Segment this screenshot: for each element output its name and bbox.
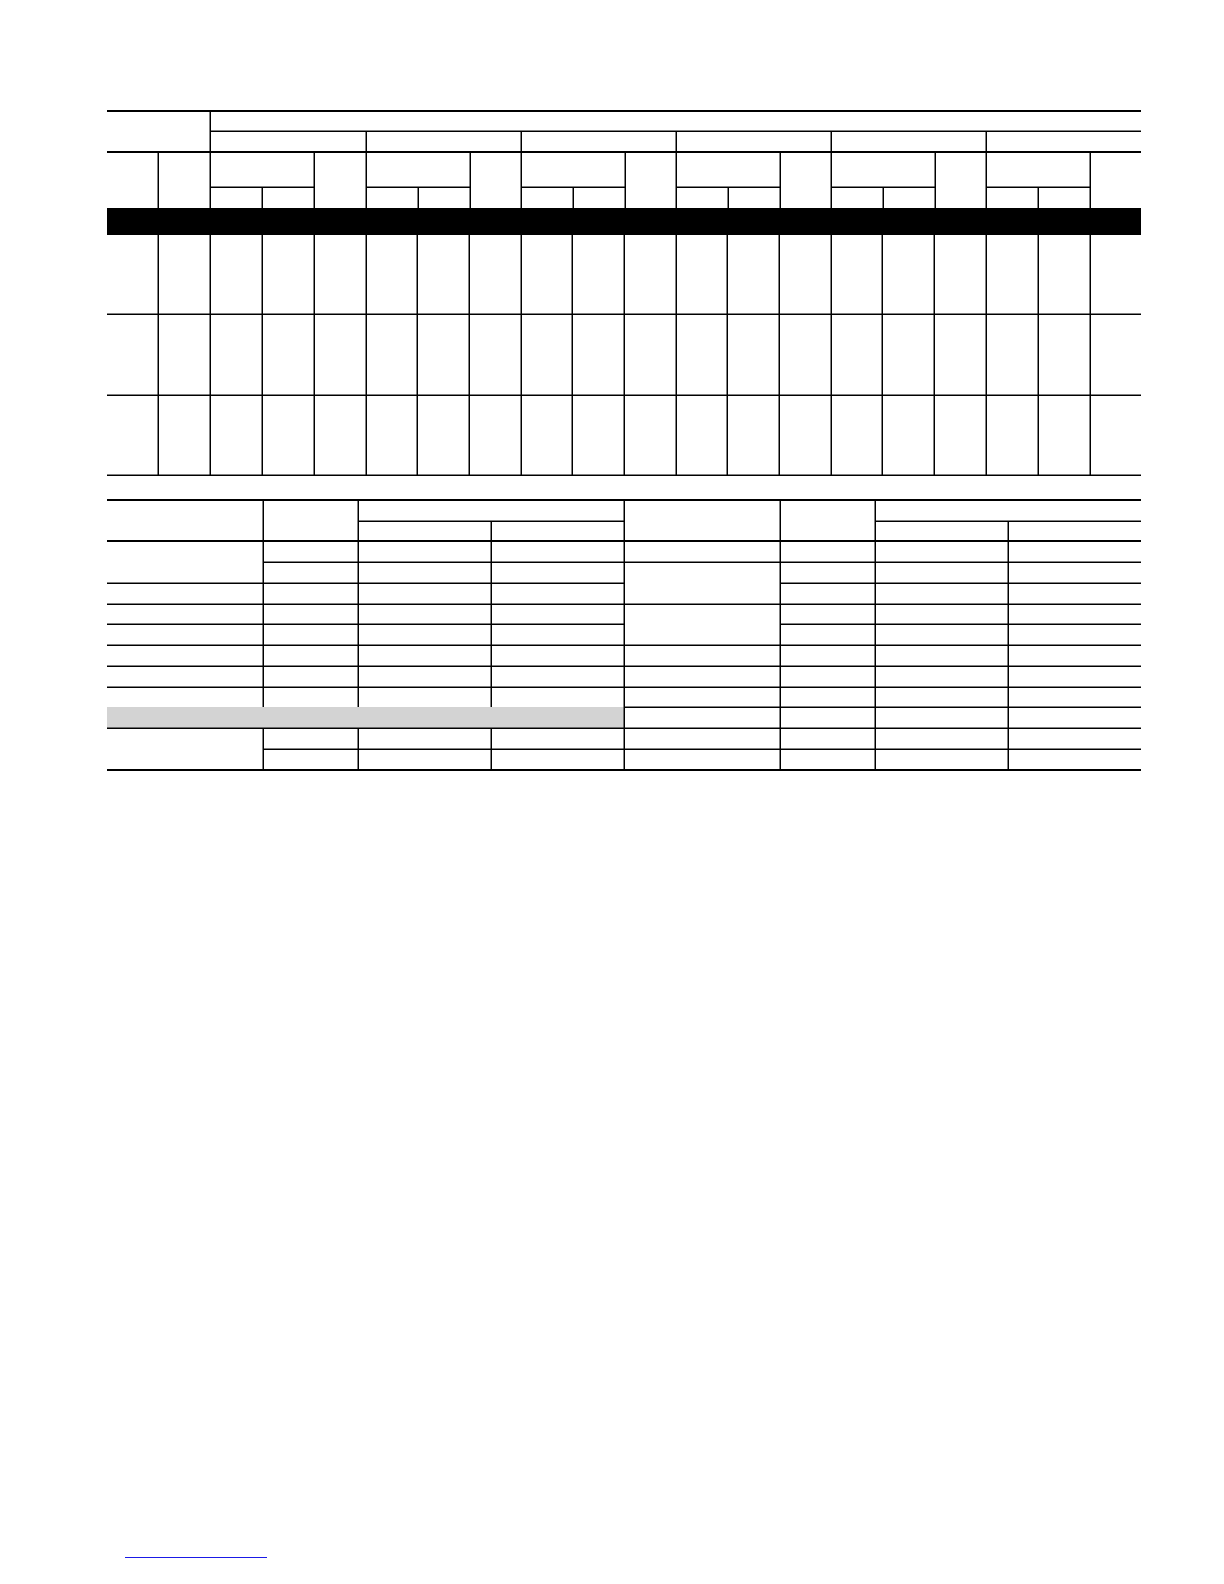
performance-table (107, 111, 1141, 475)
summary-table (107, 500, 1141, 770)
footer-link-rule (125, 1557, 267, 1558)
shaded-row (107, 707, 624, 728)
section-band (107, 208, 1141, 235)
